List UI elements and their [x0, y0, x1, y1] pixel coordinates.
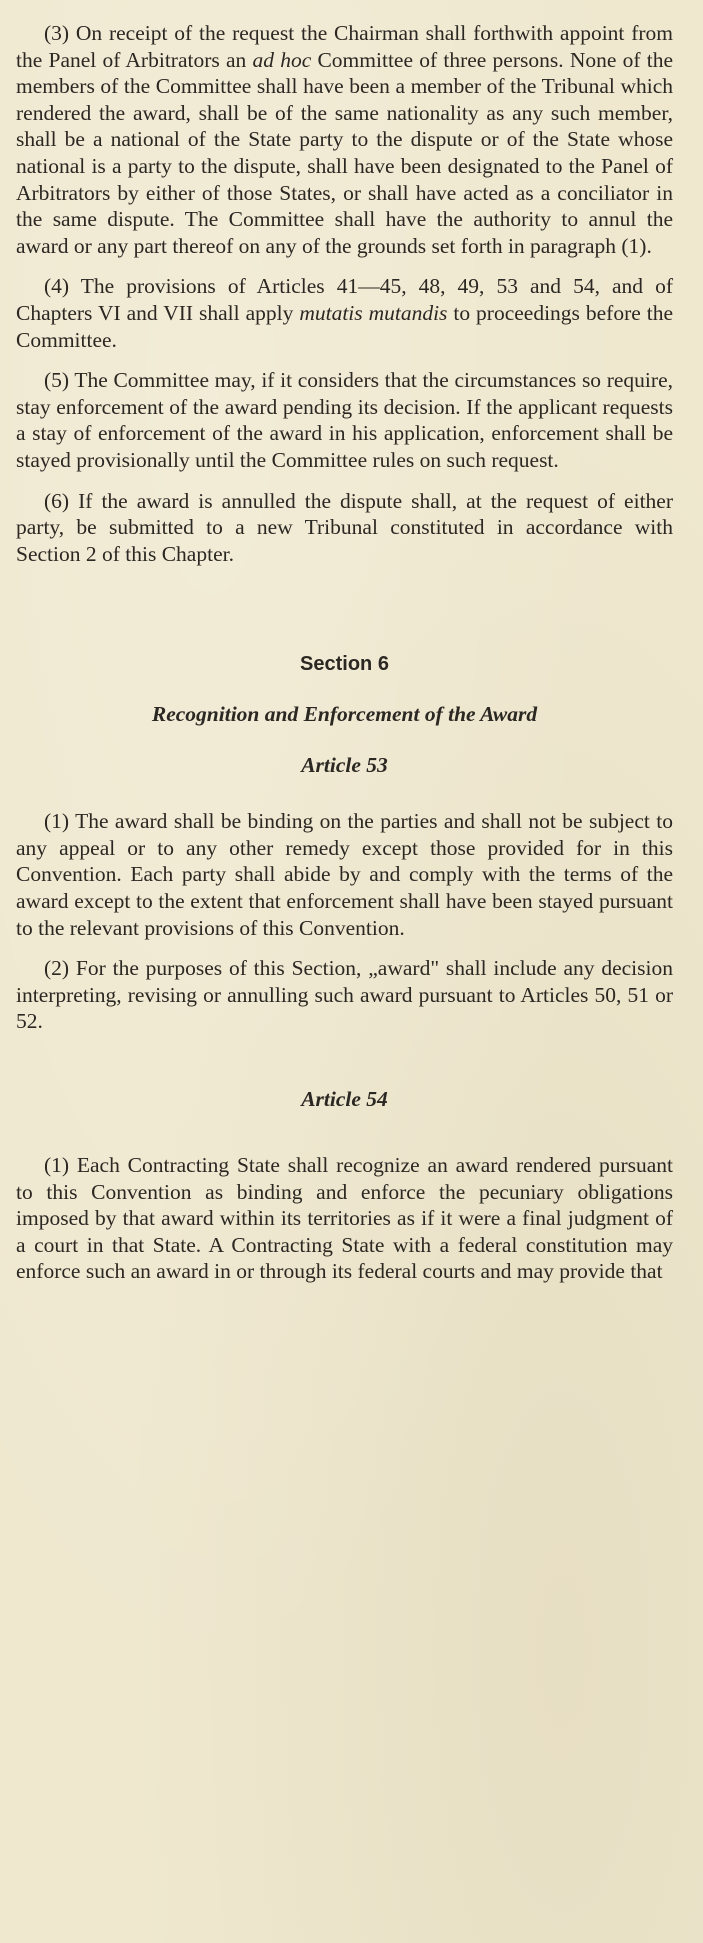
article-54-heading: Article 54: [301, 1087, 388, 1112]
paragraph-3: [16, 20, 673, 259]
paragraph-6-text: (6) If the award is annulled the dispute shall, at the request of either party, be submitted to a new Tribunal constituted in accordance with Section 2 of this Chapter.: [16, 488, 673, 566]
article-53-paragraph-1-text: (1) The award shall be binding on the parties and shall not be subject to any appeal or to any other remedy except those provided for in this Convention. Each party shall abide by and comply with the terms of the award except to the extent that enforcement shall have been stayed pursuant to the relevant provisions of this Convention.: [16, 809, 673, 940]
paragraph-4-italic-mutatis: mutatis mutandis: [299, 300, 448, 325]
paragraph-6: [16, 488, 673, 568]
article-54-paragraph-1: [16, 1152, 673, 1285]
paragraph-3-italic-ad-hoc: ad hoc: [252, 47, 312, 72]
paragraph-5-text: (5) The Committee may, if it considers that the circumstances so require, stay enforcement of the award pending its decision. If the applicant requests a stay of enforcement of the award in his application, enforcement shall be stayed provisionally until the Committee rules on such request.: [16, 368, 673, 472]
paragraph-4-text-1: (4) The provisions of Articles 41—45, 48, 49, 53 and 54, and of Chapters VI and VII shall apply: [16, 274, 673, 325]
article-53-paragraph-1: [16, 808, 673, 941]
paragraph-5: [16, 367, 673, 473]
section-subheading: Recognition and Enforcement of the Award: [151, 702, 538, 727]
paragraph-4: [16, 273, 673, 353]
paragraph-4-text-2: to proceedings before the Committee.: [16, 300, 673, 352]
article-54-paragraph-1-text: (1) Each Contracting State shall recognize an award rendered pursuant to this Convention as binding and enforce the pecuniary obligations imposed by that award within its territories as if it were a final judgment of a court in that State. A Contracting State with a federal constitution may enforce such an award in or through its federal courts and may provide that: [16, 1153, 673, 1284]
article-53-paragraph-2-text: (2) For the purposes of this Section, „award" shall include any decision interpreting, revising or annulling such award pursuant to Articles 50, 51 or 52.: [16, 956, 673, 1034]
section-heading: Section 6: [300, 653, 389, 676]
paragraph-3-text-2: Committee of three persons. None of the members of the Committee shall have been a member of the Tribunal which rendered the award, shall be of the same nationality as any such member, shall be a national of the State party to the dispute or of the State whose national is a party to the dispute, shall have been designated to the Panel of Arbitrators by either of those States, or shall have acted as a conciliator in the same dispute. The Committee shall have the authority to annul the award or any part thereof on any of the grounds set forth in paragraph (1).: [16, 47, 674, 258]
article-53-paragraph-2: [16, 955, 673, 1035]
article-53-heading: Article 53: [301, 753, 388, 778]
paragraph-3-text-1: (3) On receipt of the request the Chairman shall forthwith appoint from the Panel of Arbitrators an: [16, 21, 673, 72]
